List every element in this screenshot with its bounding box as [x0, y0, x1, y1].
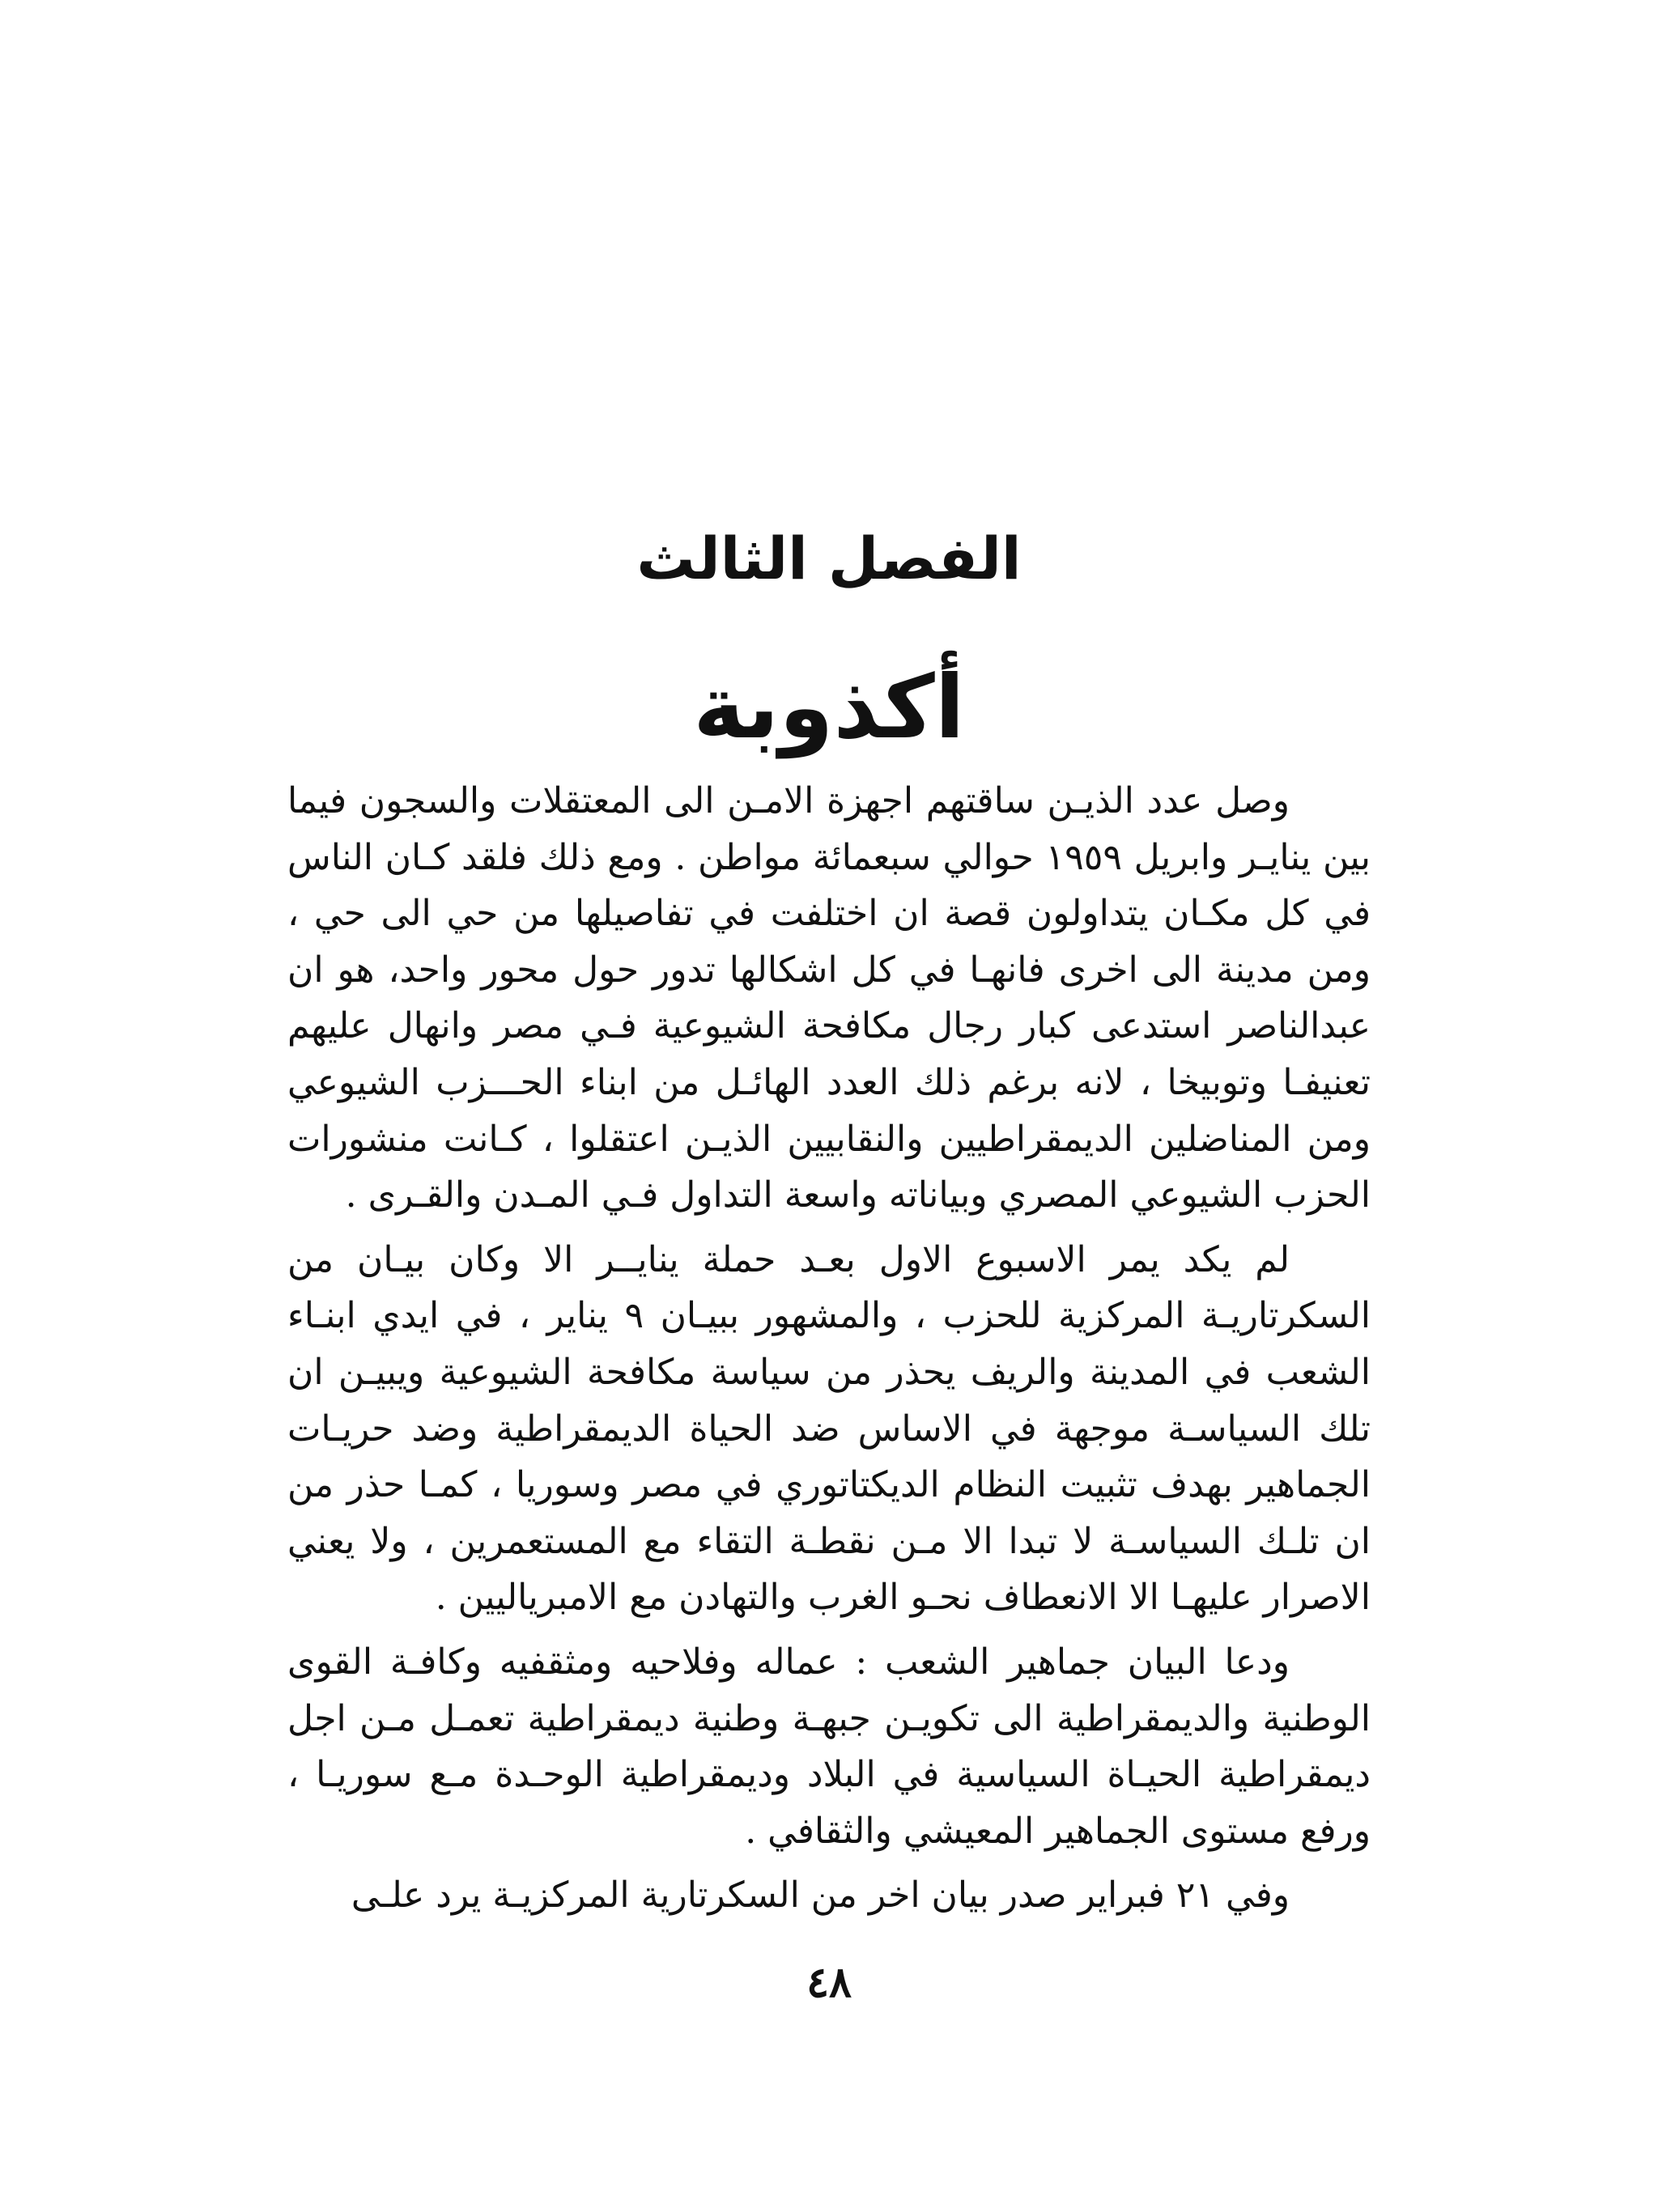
- body-text: [287, 773, 1371, 1932]
- paragraph-2: لم يكد يمر الاسبوع الاول بعـد حملة ينايــر الا وكان بيـان من السكرتاريـة المركزية للحزب ، والمشهور ببيـان ٩ يناير ، في ايدي ابنـاء الشعب في المدينة والريف يحذر من سياسة مكافحة الشيوعية ويبيـن ان تلك السياسـة موجهة في الاساس ضد الحياة الديمقراطية وضد حريـات الجماهير بهدف تثبيت النظام الديكتاتوري في مصر وسوريا ، كمـا حذر من ان تلـك السياسـة لا تبدا الا مـن نقطـة التقاء مع المستعمرين ، ولا يعني الاصرار عليهـا الا الانعطاف نحـو الغرب والتهادن مع الامبرياليين .: [287, 1238, 1371, 1619]
- paragraph-4: وفي ٢١ فبراير صدر بيان اخر من السكرتارية المركزيـة يرد علـى: [351, 1874, 1290, 1917]
- paragraph-1: وصل عدد الذيـن ساقتهم اجهزة الامـن الى المعتقلات والسجون فيما بين ينايـر وابريل ١٩٥٩ حوالي سبعمائة مواطن . ومع ذلك فلقد كـان الناس في كل مكـان يتداولون قصة ان اختلفت في تفاصيلها من حي الى حي ، ومن مدينة الى اخرى فانهـا في كل اشكالها تدور حول محور واحد، هو ان عبدالناصر استدعى كبار رجال مكافحة الشيوعية فـي مصر وانهال عليهم تعنيفـا وتوبيخا ، لانه برغم ذلك العدد الهائـل من ابناء الحـــزب الشيوعي ومن المناضلين الديمقراطيين والنقابيين الذيـن اعتقلوا ، كـانت منشورات الحزب الشيوعي المصري وبياناته واسعة التداول فـي المـدن والقـرى .: [287, 780, 1371, 1216]
- chapter-title: أكذوبة: [693, 657, 965, 758]
- page-number: ٤٨: [806, 1958, 852, 2007]
- chapter-label: الفصل الثالث: [636, 524, 1022, 592]
- paragraph-3: ودعا البيان جماهير الشعب : عماله وفلاحيه ومثقفيه وكافـة القوى الوطنية والديمقراطية الى تكويـن جبهـة وطنية ديمقراطية تعمـل مـن اجل ديمقراطية الحيـاة السياسية في البلاد وديمقراطية الوحـدة مـع سوريـا ، ورفع مستوى الجماهير المعيشي والثقافي .: [287, 1641, 1371, 1852]
